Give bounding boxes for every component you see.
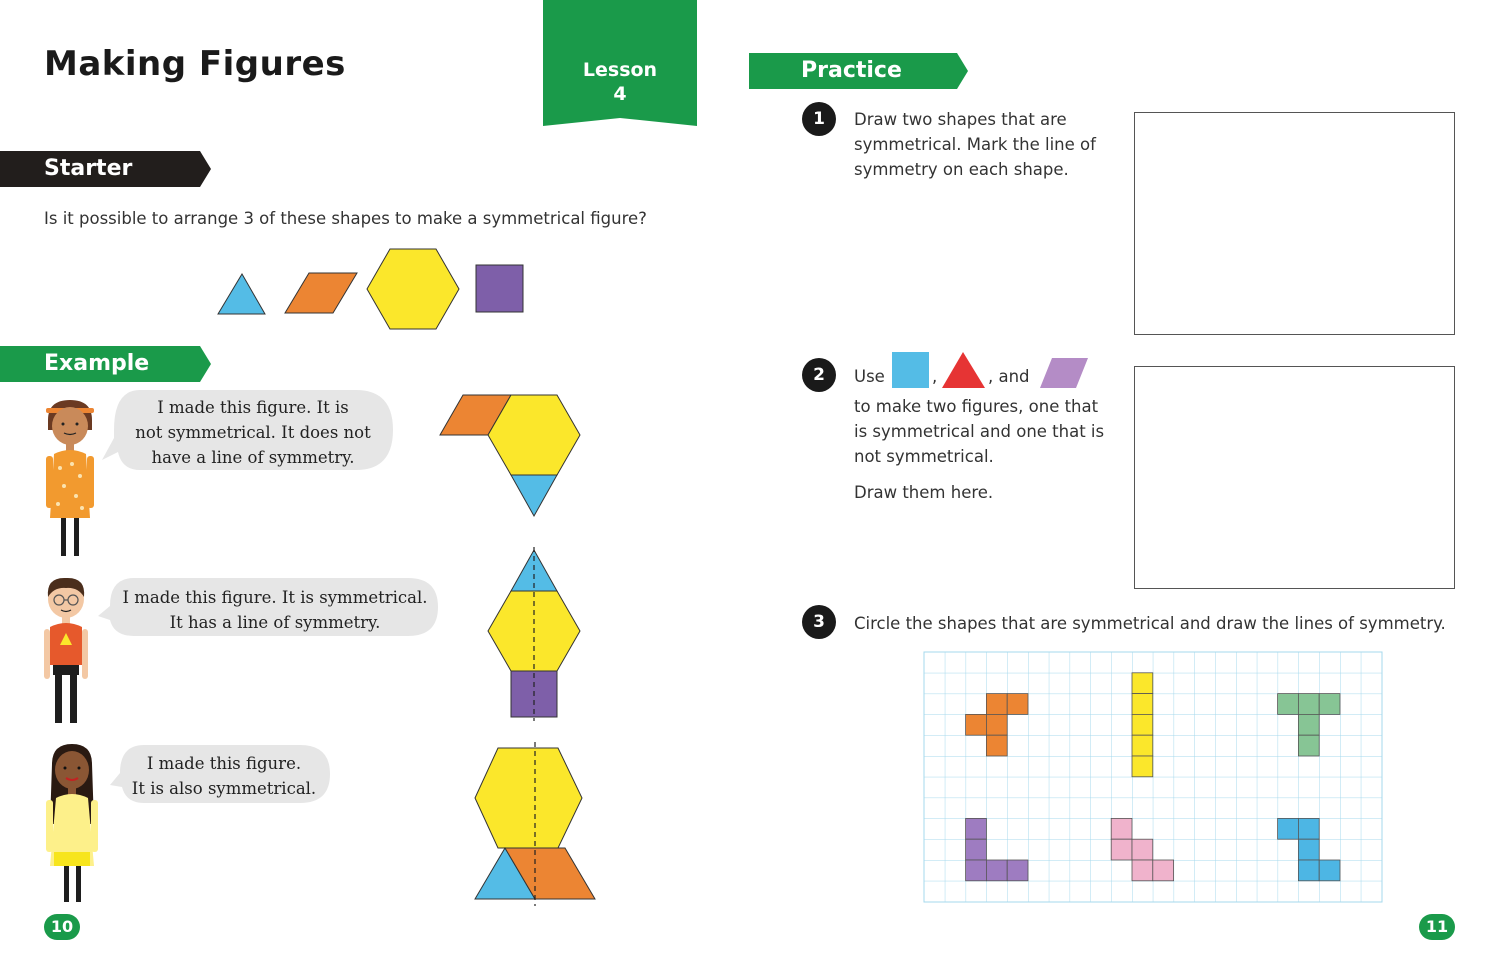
speech-3-line-1: I made this figure.	[146, 754, 302, 773]
q2-and: , and	[988, 367, 1030, 386]
page-number-right: 11	[1419, 914, 1455, 940]
page-title: Making Figures	[44, 44, 346, 84]
blue-square	[892, 352, 929, 388]
starter-shapes	[200, 240, 540, 340]
example-heading: Example	[44, 351, 150, 376]
speech-text-3	[122, 751, 326, 801]
q1-line-3: symmetry on each shape.	[854, 160, 1069, 179]
q2-line-3: not symmetrical.	[854, 447, 994, 466]
q2-draw-instruction: Draw them here.	[854, 483, 994, 502]
red-triangle	[942, 352, 985, 388]
practice-heading: Practice	[801, 58, 902, 83]
question-2-text	[854, 394, 1124, 469]
question-2-number: 2	[802, 358, 836, 392]
speech-text-1	[118, 395, 388, 470]
lesson-word: Lesson	[582, 59, 658, 81]
symmetry-grid[interactable]	[924, 652, 1384, 904]
speech-1-line-2: not symmetrical. It does not	[135, 423, 371, 442]
blue-triangle	[218, 274, 265, 314]
q2-comma: ,	[932, 367, 938, 386]
figure-symmetrical-1	[480, 545, 590, 725]
yellow-hexagon	[475, 748, 582, 848]
question-1-text	[854, 107, 1124, 182]
q1-line-1: Draw two shapes that are	[854, 110, 1067, 129]
q1-line-2: symmetrical. Mark the line of	[854, 135, 1096, 154]
q2-use-word: Use	[854, 367, 885, 386]
page-number-left: 10	[44, 914, 80, 940]
orange-rhombus	[285, 273, 357, 313]
answer-box-1[interactable]	[1134, 112, 1455, 335]
starter-heading: Starter	[44, 156, 133, 181]
lilac-rhombus	[1040, 358, 1088, 388]
question-3-text: Circle the shapes that are symmetrical and draw the lines of symmetry.	[854, 614, 1446, 633]
child-girl-orange-dress	[40, 398, 100, 560]
child-boy-glasses	[40, 575, 94, 727]
speech-3-line-2: It is also symmetrical.	[131, 779, 317, 798]
figure-symmetrical-2	[468, 740, 600, 908]
q2-line-2: is symmetrical and one that is	[854, 422, 1105, 441]
speech-1-line-1: I made this figure. It is	[157, 398, 349, 417]
lesson-label	[543, 58, 697, 106]
answer-box-2[interactable]	[1134, 366, 1455, 589]
yellow-shape	[1132, 673, 1153, 777]
starter-question: Is it possible to arrange 3 of these shapes to make a symmetrical figure?	[44, 209, 647, 228]
lesson-number: 4	[613, 83, 627, 105]
blue-triangle	[511, 475, 557, 516]
child-girl-yellow-dress	[40, 744, 104, 904]
purple-square	[476, 265, 523, 312]
figure-not-symmetrical	[430, 380, 590, 525]
yellow-hexagon	[367, 249, 459, 329]
question-1-number: 1	[802, 102, 836, 136]
speech-2-line-1: I made this figure. It is symmetrical.	[122, 588, 428, 607]
question-3-number: 3	[802, 605, 836, 639]
q2-line-1: to make two figures, one that	[854, 397, 1099, 416]
speech-2-line-2: It has a line of symmetry.	[169, 613, 381, 632]
speech-text-2	[112, 585, 438, 635]
speech-1-line-3: have a line of symmetry.	[151, 448, 355, 467]
